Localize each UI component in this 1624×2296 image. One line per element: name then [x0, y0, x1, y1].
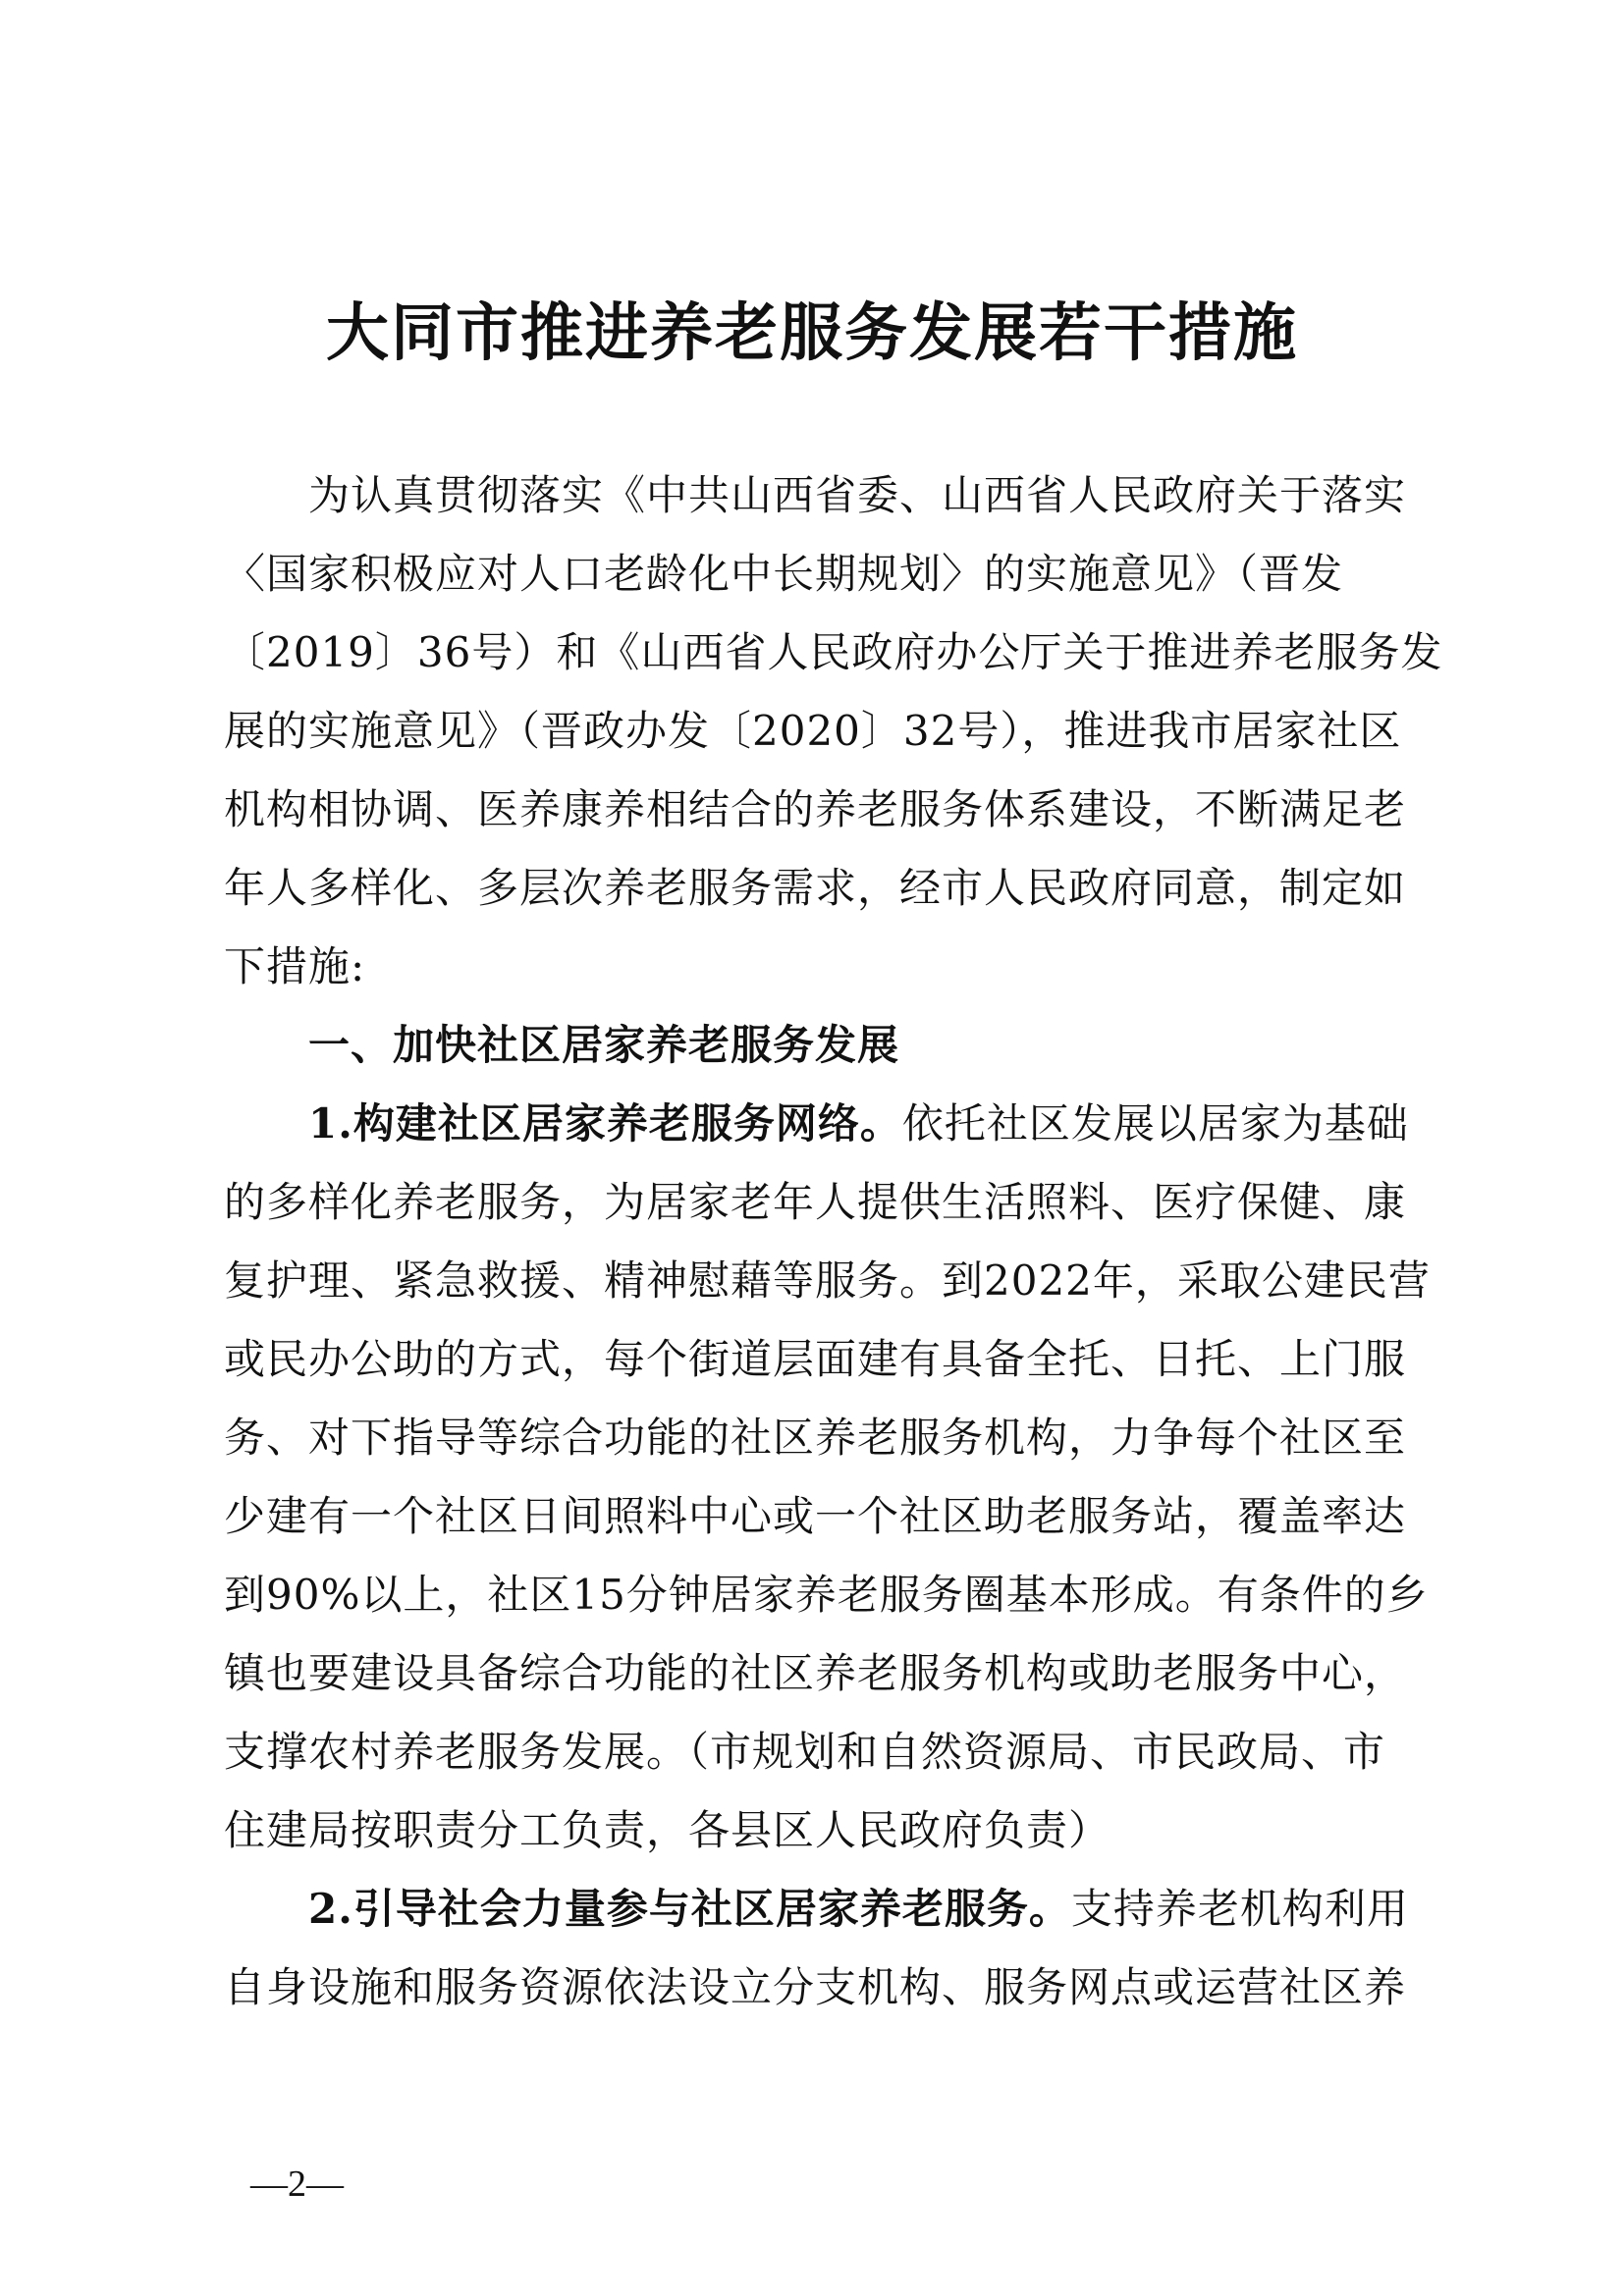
item-1-first-line-rest: 依托社区发展以居家为基础 — [901, 1099, 1409, 1148]
intro-line: 下措施: — [224, 942, 366, 990]
item-2-paragraph — [224, 1870, 1412, 2027]
item-1-line: 或民办公助的方式，每个街道层面建有具备全托、日托、上门服 — [224, 1335, 1407, 1383]
item-1-line: 住建局按职责分工负责，各县区人民政府负责） — [224, 1806, 1111, 1854]
page-number: —2— — [250, 2163, 344, 2205]
item-2-line: 自身设施和服务资源依法设立分支机构、服务网点或运营社区养 — [224, 1963, 1407, 2011]
item-1-paragraph — [224, 1085, 1431, 1870]
item-1-lead: 1.构建社区居家养老服务网络。 — [308, 1099, 902, 1148]
item-1-line: 镇也要建设具备综合功能的社区养老服务机构或助老服务中心， — [224, 1649, 1407, 1697]
intro-line: 〈国家积极应对人口老龄化中长期规划〉的实施意见》（晋发 — [224, 550, 1344, 598]
intro-line: 为认真贯彻落实《中共山西省委、山西省人民政府关于落实 — [308, 471, 1407, 519]
section-heading: 一、加快社区居家养老服务发展 — [308, 1021, 900, 1069]
item-1-line: 少建有一个社区日间照料中心或一个社区助老服务站，覆盖率达 — [224, 1492, 1407, 1540]
document-title: 大同市推进养老服务发展若干措施 — [326, 296, 1298, 370]
intro-line: 机构相协调、医养康养相结合的养老服务体系建设，不断满足老 — [224, 785, 1407, 833]
item-1-line: 支撑农村养老服务发展。（市规划和自然资源局、市民政局、市 — [224, 1728, 1386, 1776]
item-1-line: 的多样化养老服务，为居家老年人提供生活照料、医疗保健、康 — [224, 1178, 1407, 1226]
intro-paragraph — [224, 456, 1443, 1006]
item-2-lead: 2.引导社会力量参与社区居家养老服务。 — [308, 1885, 1071, 1933]
intro-line: 〔2019〕36号）和《山西省人民政府办公厅关于推进养老服务发 — [224, 628, 1443, 676]
item-1-line: 务、对下指导等综合功能的社区养老服务机构，力争每个社区至 — [224, 1414, 1407, 1462]
intro-line: 展的实施意见》（晋政办发〔2020〕32号），推进我市居家社区 — [224, 707, 1402, 755]
item-1-first-line — [224, 1085, 1412, 1163]
item-1-line: 到90%以上，社区15分钟居家养老服务圈基本形成。有条件的乡 — [224, 1571, 1429, 1619]
item-1-line: 复护理、紧急救援、精神慰藉等服务。到2022年，采取公建民营 — [224, 1256, 1431, 1305]
item-2-first-line — [224, 1870, 1412, 1949]
item-2-first-line-rest: 支持养老机构利用 — [1070, 1885, 1409, 1933]
intro-line: 年人多样化、多层次养老服务需求，经市人民政府同意，制定如 — [224, 864, 1407, 912]
